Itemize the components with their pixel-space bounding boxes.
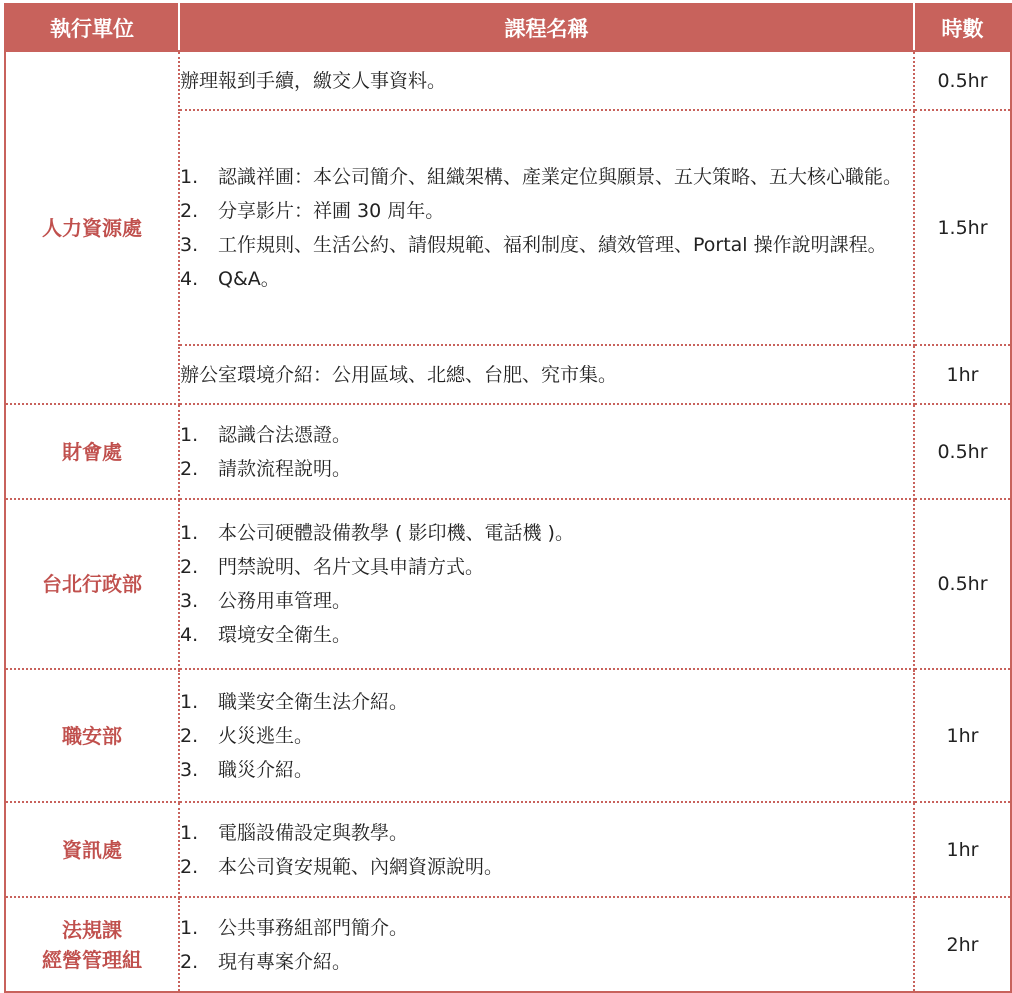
header-hours: 時數	[914, 4, 1011, 51]
hours-cell: 0.5hr	[914, 51, 1011, 110]
course-cell: 辦公室環境介紹：公用區域、北總、台肥、究市集。	[179, 345, 914, 404]
unit-cell: 資訊處	[5, 802, 179, 897]
item-number: 1.	[180, 423, 199, 446]
course-cell	[179, 404, 914, 499]
item-text: 現有專案介紹。	[218, 950, 352, 973]
list-item	[180, 721, 913, 751]
list-item	[180, 454, 913, 484]
item-number: 2.	[180, 556, 199, 578]
list-item	[180, 620, 913, 650]
course-list	[180, 687, 913, 785]
hours-cell: 1.5hr	[914, 110, 1011, 345]
header-course: 課程名稱	[179, 4, 914, 51]
item-number: 2.	[180, 855, 199, 878]
list-item	[180, 196, 913, 226]
table-row	[5, 802, 1011, 897]
unit-cell: 人力資源處	[5, 51, 179, 404]
item-text: 電腦設備設定與教學。	[218, 821, 409, 844]
unit-cell: 台北行政部	[5, 499, 179, 669]
item-text: 職業安全衛生法介紹。	[218, 690, 409, 713]
training-schedule-table	[4, 3, 1012, 993]
course-cell	[179, 897, 914, 992]
item-number: 1.	[180, 690, 199, 713]
item-number: 1.	[180, 916, 199, 939]
item-text: 工作規則、生活公約、請假規範、福利制度、績效管理、Portal 操作說明課程。	[218, 233, 887, 256]
item-text: 火災逃生。	[218, 724, 314, 747]
hours-cell: 1hr	[914, 669, 1011, 802]
list-item	[180, 852, 913, 882]
list-item	[180, 818, 913, 848]
header-row	[5, 4, 1011, 51]
list-item	[180, 947, 913, 977]
list-item	[180, 913, 913, 943]
list-item	[180, 420, 913, 450]
list-item	[180, 552, 913, 582]
unit-line: 法規課	[62, 917, 122, 942]
header-unit: 執行單位	[5, 4, 179, 51]
item-number: 3.	[180, 758, 199, 781]
item-number: 1.	[180, 165, 199, 188]
item-text: 認識祥圃：本公司簡介、組織架構、產業定位與願景、五大策略、五大核心職能。	[218, 165, 903, 188]
list-item	[180, 162, 913, 192]
course-list	[180, 913, 913, 977]
item-text: 公共事務組部門簡介。	[218, 916, 409, 939]
course-list	[180, 518, 913, 650]
item-text: 本公司硬體設備教學 ( 影印機、電話機 )。	[218, 522, 574, 544]
item-number: 3.	[180, 590, 199, 612]
item-number: 1.	[180, 522, 199, 544]
item-number: 4.	[180, 267, 199, 290]
item-number: 2.	[180, 199, 199, 222]
hours-cell: 1hr	[914, 345, 1011, 404]
table-row	[5, 499, 1011, 669]
item-number: 2.	[180, 950, 199, 973]
item-text: 分享影片：祥圃 30 周年。	[218, 199, 445, 222]
unit-cell	[5, 897, 179, 992]
item-text: Q&A。	[218, 267, 280, 290]
course-cell	[179, 499, 914, 669]
item-number: 4.	[180, 624, 199, 646]
course-list	[180, 162, 913, 294]
schedule-table-wrapper	[4, 3, 1012, 993]
course-cell: 辦理報到手續，繳交人事資料。	[179, 51, 914, 110]
item-text: 公務用車管理。	[218, 590, 352, 612]
table-row	[5, 51, 1011, 110]
list-item	[180, 230, 913, 260]
table-row	[5, 897, 1011, 992]
list-item	[180, 687, 913, 717]
table-row	[5, 404, 1011, 499]
item-number: 1.	[180, 821, 199, 844]
course-list	[180, 420, 913, 484]
course-cell	[179, 802, 914, 897]
list-item	[180, 755, 913, 785]
item-number: 2.	[180, 724, 199, 747]
item-text: 門禁說明、名片文具申請方式。	[218, 556, 485, 578]
item-number: 2.	[180, 457, 199, 480]
list-item	[180, 264, 913, 294]
item-text: 環境安全衛生。	[218, 624, 352, 646]
item-text: 本公司資安規範、內網資源說明。	[218, 855, 504, 878]
course-cell	[179, 669, 914, 802]
hours-cell: 2hr	[914, 897, 1011, 992]
list-item	[180, 518, 913, 548]
unit-line: 經營管理組	[42, 947, 142, 972]
course-list	[180, 818, 913, 882]
course-cell	[179, 110, 914, 345]
list-item	[180, 586, 913, 616]
item-text: 認識合法憑證。	[218, 423, 352, 446]
hours-cell: 0.5hr	[914, 404, 1011, 499]
hours-cell: 0.5hr	[914, 499, 1011, 669]
unit-cell: 財會處	[5, 404, 179, 499]
item-number: 3.	[180, 233, 199, 256]
table-row	[5, 669, 1011, 802]
item-text: 職災介紹。	[218, 758, 314, 781]
item-text: 請款流程說明。	[218, 457, 352, 480]
hours-cell: 1hr	[914, 802, 1011, 897]
unit-cell: 職安部	[5, 669, 179, 802]
